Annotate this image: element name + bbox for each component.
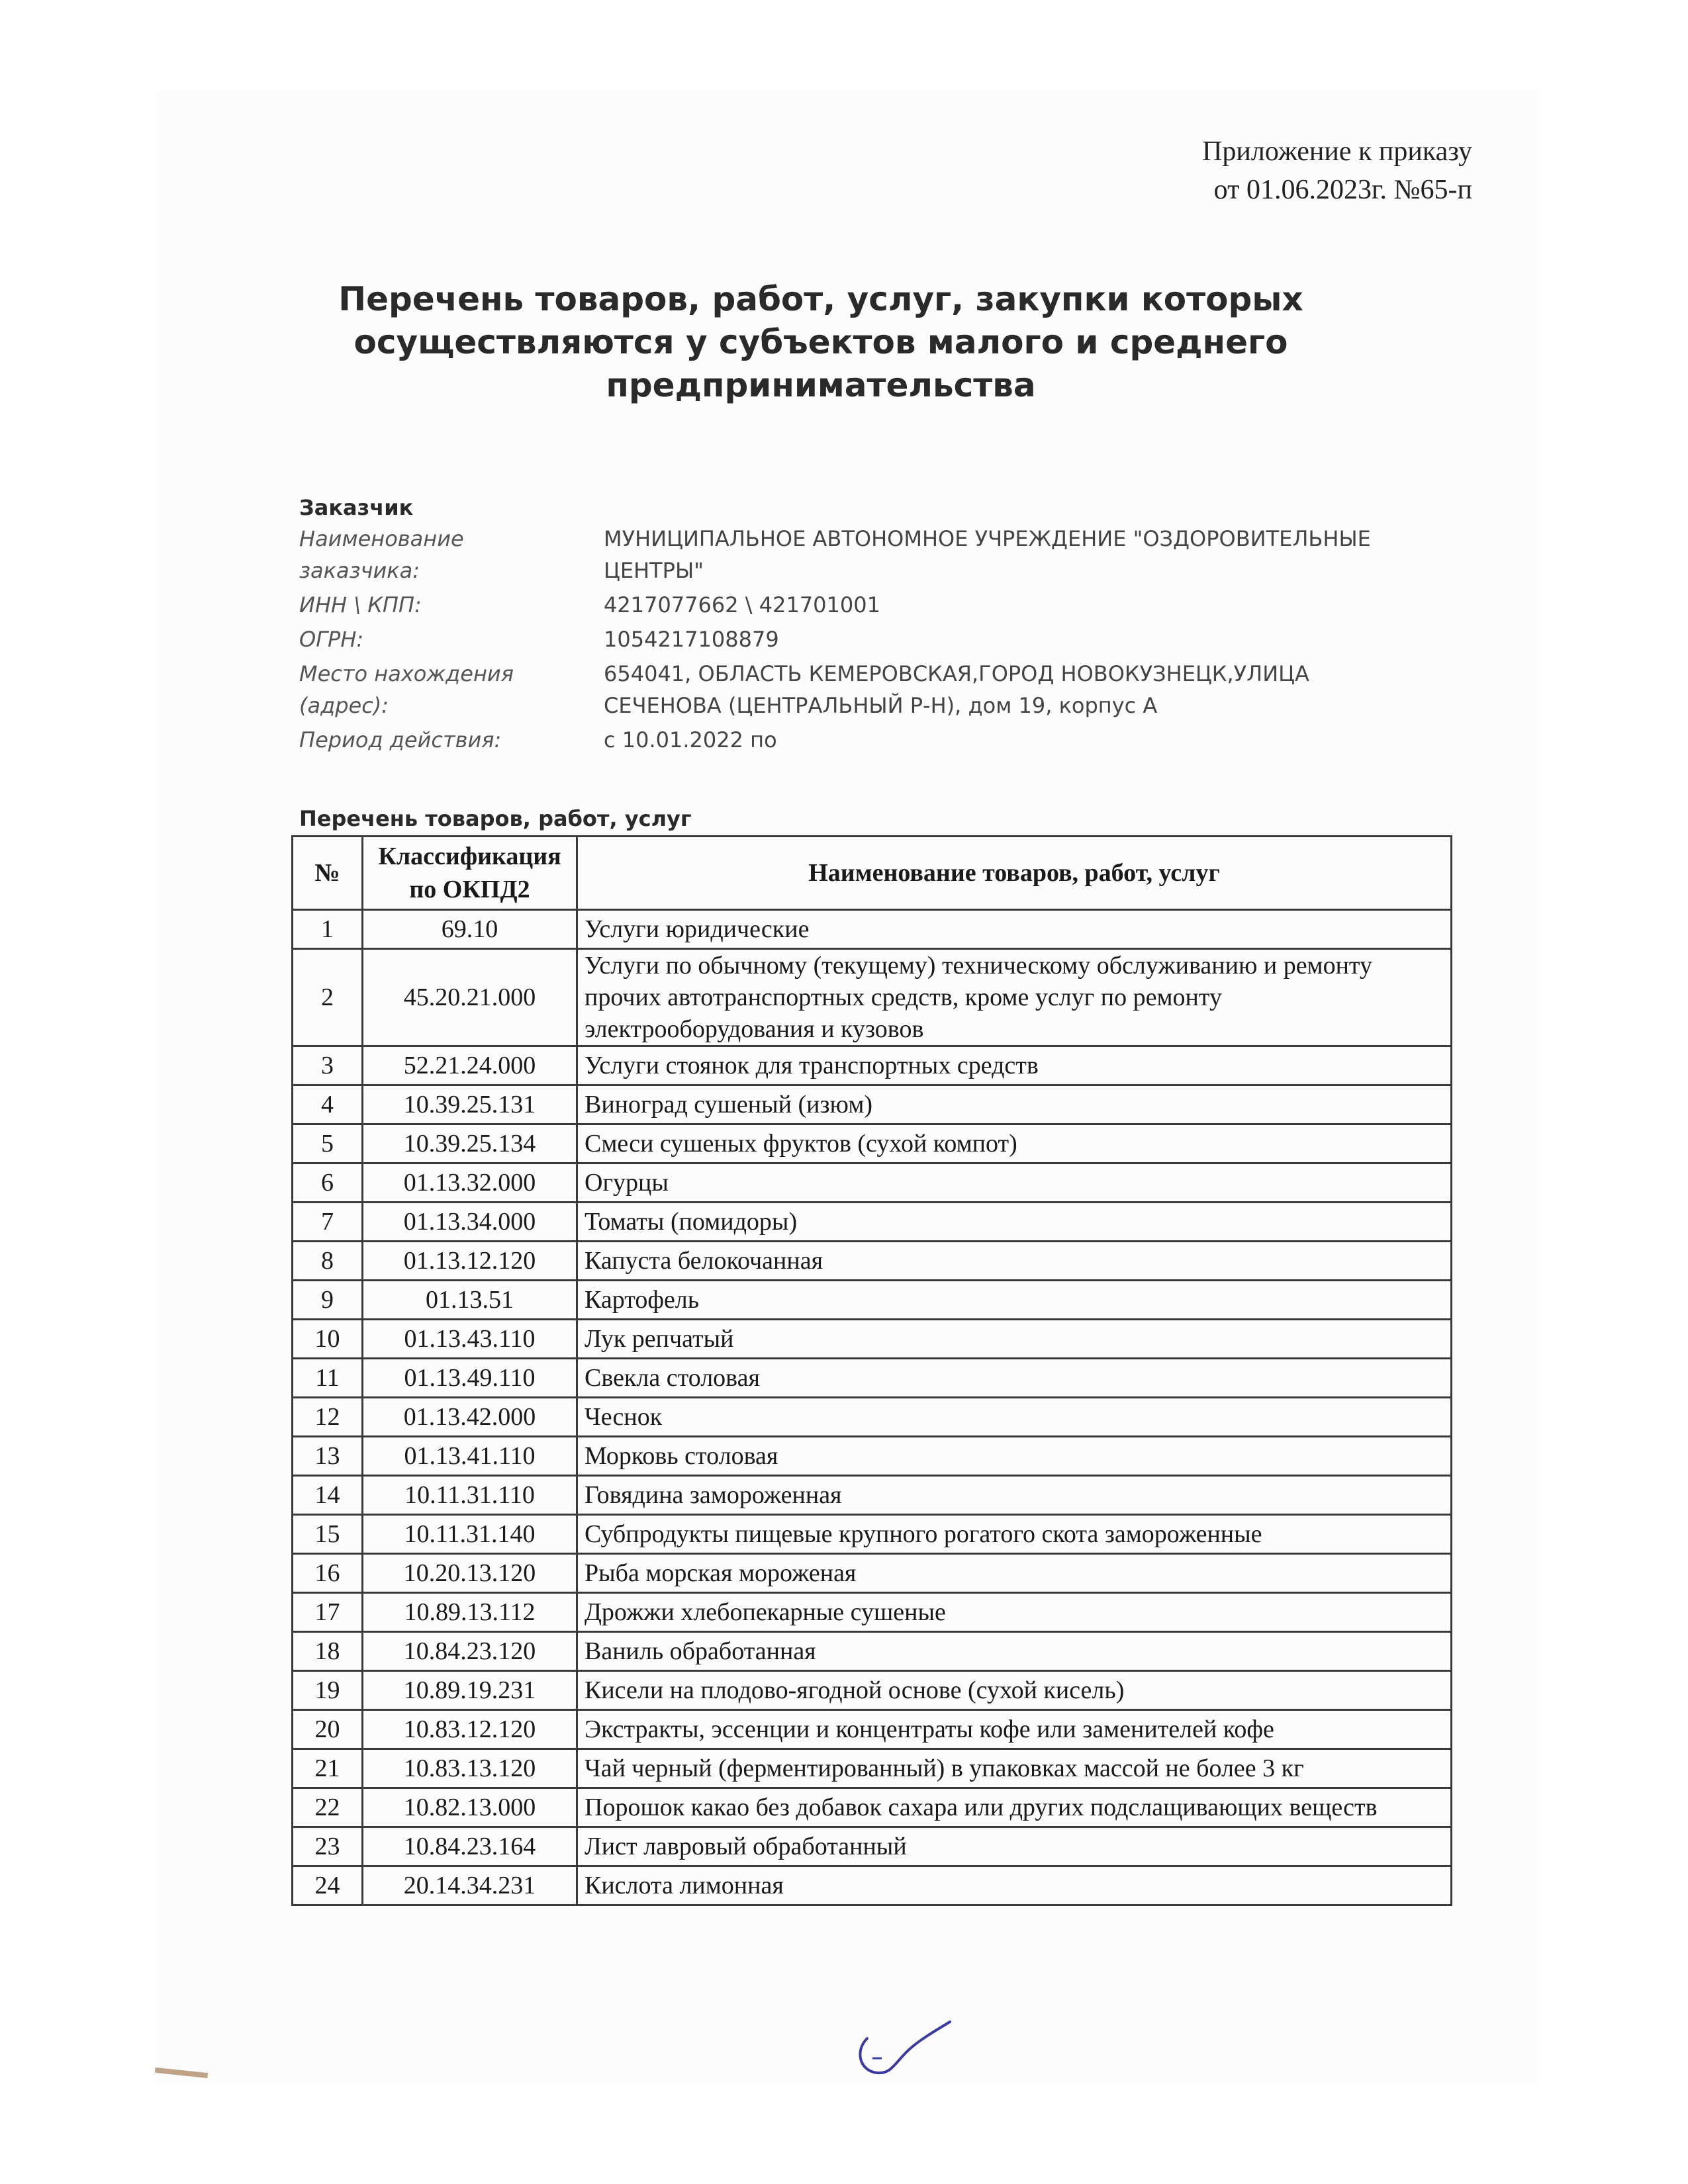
header-line: по ОКПД2 — [409, 876, 530, 903]
row-okpd2-code: 10.39.25.131 — [363, 1085, 577, 1124]
appendix-line-2: от 01.06.2023г. №65-п — [1213, 175, 1472, 205]
items-table — [291, 835, 1452, 1906]
row-item-name: Лист лавровый обработанный — [577, 1827, 1452, 1866]
row-number: 21 — [293, 1749, 363, 1788]
customer-address-row — [299, 658, 1464, 721]
table-row — [293, 1710, 1452, 1749]
customer-section — [299, 495, 1464, 756]
title-line-3: предпринимательства — [606, 366, 1036, 404]
row-okpd2-code: 01.13.42.000 — [363, 1398, 577, 1437]
customer-heading: Заказчик — [299, 495, 414, 520]
table-row — [293, 1203, 1452, 1242]
info-value: 4217077662 \ 421701001 — [604, 592, 880, 617]
table-row — [293, 910, 1452, 949]
row-number: 4 — [293, 1085, 363, 1124]
document-title — [265, 278, 1377, 407]
value-line: МУНИЦИПАЛЬНОЕ АВТОНОМНОЕ УЧРЕЖДЕНИЕ "ОЗДОРОВИТЕЛЬНЫЕ — [604, 526, 1371, 551]
label-line: (адрес): — [299, 693, 389, 718]
info-label — [299, 658, 604, 721]
info-label: ОГРН: — [299, 627, 364, 652]
table-row — [293, 1671, 1452, 1710]
table-row — [293, 1827, 1452, 1866]
row-okpd2-code: 01.13.34.000 — [363, 1203, 577, 1242]
table-row — [293, 1281, 1452, 1320]
row-number: 11 — [293, 1359, 363, 1398]
column-header-num: № — [293, 837, 363, 910]
info-value — [604, 658, 1464, 721]
row-item-name: Услуги юридические — [577, 910, 1452, 949]
row-item-name: Чай черный (ферментированный) в упаковках массой не более 3 кг — [577, 1749, 1452, 1788]
customer-name-row — [299, 523, 1464, 586]
table-row — [293, 1320, 1452, 1359]
row-number: 10 — [293, 1320, 363, 1359]
customer-inn-row — [299, 589, 1464, 621]
row-item-name: Томаты (помидоры) — [577, 1203, 1452, 1242]
table-row — [293, 1398, 1452, 1437]
row-number: 6 — [293, 1163, 363, 1203]
row-okpd2-code: 10.11.31.110 — [363, 1476, 577, 1515]
row-okpd2-code: 10.83.13.120 — [363, 1749, 577, 1788]
table-row — [293, 1866, 1452, 1905]
table-row — [293, 1242, 1452, 1281]
info-value: 1054217108879 — [604, 627, 779, 652]
row-number: 23 — [293, 1827, 363, 1866]
row-number: 22 — [293, 1788, 363, 1827]
info-label: Период действия: — [299, 727, 502, 752]
row-number: 15 — [293, 1515, 363, 1554]
value-line: ЦЕНТРЫ" — [604, 558, 704, 583]
row-number: 3 — [293, 1046, 363, 1085]
row-item-name: Кислота лимонная — [577, 1866, 1452, 1905]
table-row — [293, 1124, 1452, 1163]
appendix-line-1: Приложение к приказу — [1202, 136, 1472, 167]
row-okpd2-code: 01.13.51 — [363, 1281, 577, 1320]
row-number: 19 — [293, 1671, 363, 1710]
row-okpd2-code: 52.21.24.000 — [363, 1046, 577, 1085]
row-number: 12 — [293, 1398, 363, 1437]
row-number: 20 — [293, 1710, 363, 1749]
row-item-name: Порошок какао без добавок сахара или других подслащивающих веществ — [577, 1788, 1452, 1827]
row-item-name: Дрожжи хлебопекарные сушеные — [577, 1593, 1452, 1632]
table-header-row — [293, 837, 1452, 910]
row-item-name: Услуги по обычному (текущему) техническому обслуживанию и ремонту прочих автотранспортных средств, кроме услуг по ремонту электрооборудования и кузовов — [577, 949, 1452, 1046]
row-okpd2-code: 10.11.31.140 — [363, 1515, 577, 1554]
row-number: 8 — [293, 1242, 363, 1281]
value-line: СЕЧЕНОВА (ЦЕНТРАЛЬНЫЙ Р-Н), дом 19, корпус А — [604, 693, 1158, 718]
appendix-note — [876, 132, 1472, 209]
label-line: Место нахождения — [299, 661, 514, 686]
row-item-name: Свекла столовая — [577, 1359, 1452, 1398]
row-number: 5 — [293, 1124, 363, 1163]
value-line: 654041, ОБЛАСТЬ КЕМЕРОВСКАЯ,ГОРОД НОВОКУЗНЕЦК,УЛИЦА — [604, 661, 1309, 686]
row-okpd2-code: 10.83.12.120 — [363, 1710, 577, 1749]
row-item-name: Картофель — [577, 1281, 1452, 1320]
table-row — [293, 1437, 1452, 1476]
row-okpd2-code: 10.84.23.164 — [363, 1827, 577, 1866]
row-okpd2-code: 01.13.32.000 — [363, 1163, 577, 1203]
handwritten-signature — [841, 2012, 953, 2085]
row-item-name: Кисели на плодово-ягодной основе (сухой кисель) — [577, 1671, 1452, 1710]
table-row — [293, 1593, 1452, 1632]
row-item-name: Экстракты, эссенции и концентраты кофе или заменителей кофе — [577, 1710, 1452, 1749]
customer-period-row — [299, 724, 1464, 756]
row-okpd2-code: 10.39.25.134 — [363, 1124, 577, 1163]
row-item-name: Морковь столовая — [577, 1437, 1452, 1476]
title-line-2: осуществляются у субъектов малого и среднего — [353, 323, 1288, 361]
row-number: 9 — [293, 1281, 363, 1320]
label-line: заказчика: — [299, 558, 420, 583]
row-okpd2-code: 01.13.12.120 — [363, 1242, 577, 1281]
table-row — [293, 1515, 1452, 1554]
row-okpd2-code: 10.20.13.120 — [363, 1554, 577, 1593]
list-heading: Перечень товаров, работ, услуг — [299, 806, 692, 831]
row-item-name: Лук репчатый — [577, 1320, 1452, 1359]
row-okpd2-code: 10.84.23.120 — [363, 1632, 577, 1671]
header-line: Классификация — [378, 842, 561, 870]
table-row — [293, 1788, 1452, 1827]
row-item-name: Виноград сушеный (изюм) — [577, 1085, 1452, 1124]
info-value — [604, 523, 1464, 586]
row-number: 7 — [293, 1203, 363, 1242]
column-header-code — [363, 837, 577, 910]
table-row — [293, 1632, 1452, 1671]
row-okpd2-code: 10.89.13.112 — [363, 1593, 577, 1632]
row-okpd2-code: 10.89.19.231 — [363, 1671, 577, 1710]
table-row — [293, 949, 1452, 1046]
row-item-name: Рыба морская мороженая — [577, 1554, 1452, 1593]
info-label: ИНН \ КПП: — [299, 592, 422, 617]
table-row — [293, 1749, 1452, 1788]
row-item-name: Услуги стоянок для транспортных средств — [577, 1046, 1452, 1085]
table-row — [293, 1476, 1452, 1515]
table-row — [293, 1046, 1452, 1085]
row-number: 17 — [293, 1593, 363, 1632]
row-item-name: Субпродукты пищевые крупного рогатого скота замороженные — [577, 1515, 1452, 1554]
row-okpd2-code: 69.10 — [363, 910, 577, 949]
row-number: 13 — [293, 1437, 363, 1476]
info-value: с 10.01.2022 по — [604, 727, 777, 752]
row-number: 2 — [293, 949, 363, 1046]
table-body — [293, 910, 1452, 1905]
row-okpd2-code: 45.20.21.000 — [363, 949, 577, 1046]
table-row — [293, 1163, 1452, 1203]
row-item-name: Чеснок — [577, 1398, 1452, 1437]
row-item-name: Капуста белокочанная — [577, 1242, 1452, 1281]
row-item-name: Огурцы — [577, 1163, 1452, 1203]
row-item-name: Смеси сушеных фруктов (сухой компот) — [577, 1124, 1452, 1163]
row-number: 24 — [293, 1866, 363, 1905]
row-okpd2-code: 01.13.49.110 — [363, 1359, 577, 1398]
row-number: 14 — [293, 1476, 363, 1515]
info-label — [299, 523, 604, 586]
row-number: 16 — [293, 1554, 363, 1593]
title-line-1: Перечень товаров, работ, услуг, закупки которых — [338, 280, 1303, 318]
row-number: 18 — [293, 1632, 363, 1671]
row-item-name: Ваниль обработанная — [577, 1632, 1452, 1671]
row-okpd2-code: 01.13.43.110 — [363, 1320, 577, 1359]
label-line: Наименование — [299, 526, 464, 551]
column-header-name: Наименование товаров, работ, услуг — [577, 837, 1452, 910]
row-number: 1 — [293, 910, 363, 949]
table-row — [293, 1359, 1452, 1398]
row-okpd2-code: 10.82.13.000 — [363, 1788, 577, 1827]
row-okpd2-code: 01.13.41.110 — [363, 1437, 577, 1476]
table-row — [293, 1085, 1452, 1124]
customer-ogrn-row — [299, 623, 1464, 655]
row-okpd2-code: 20.14.34.231 — [363, 1866, 577, 1905]
table-row — [293, 1554, 1452, 1593]
row-item-name: Говядина замороженная — [577, 1476, 1452, 1515]
